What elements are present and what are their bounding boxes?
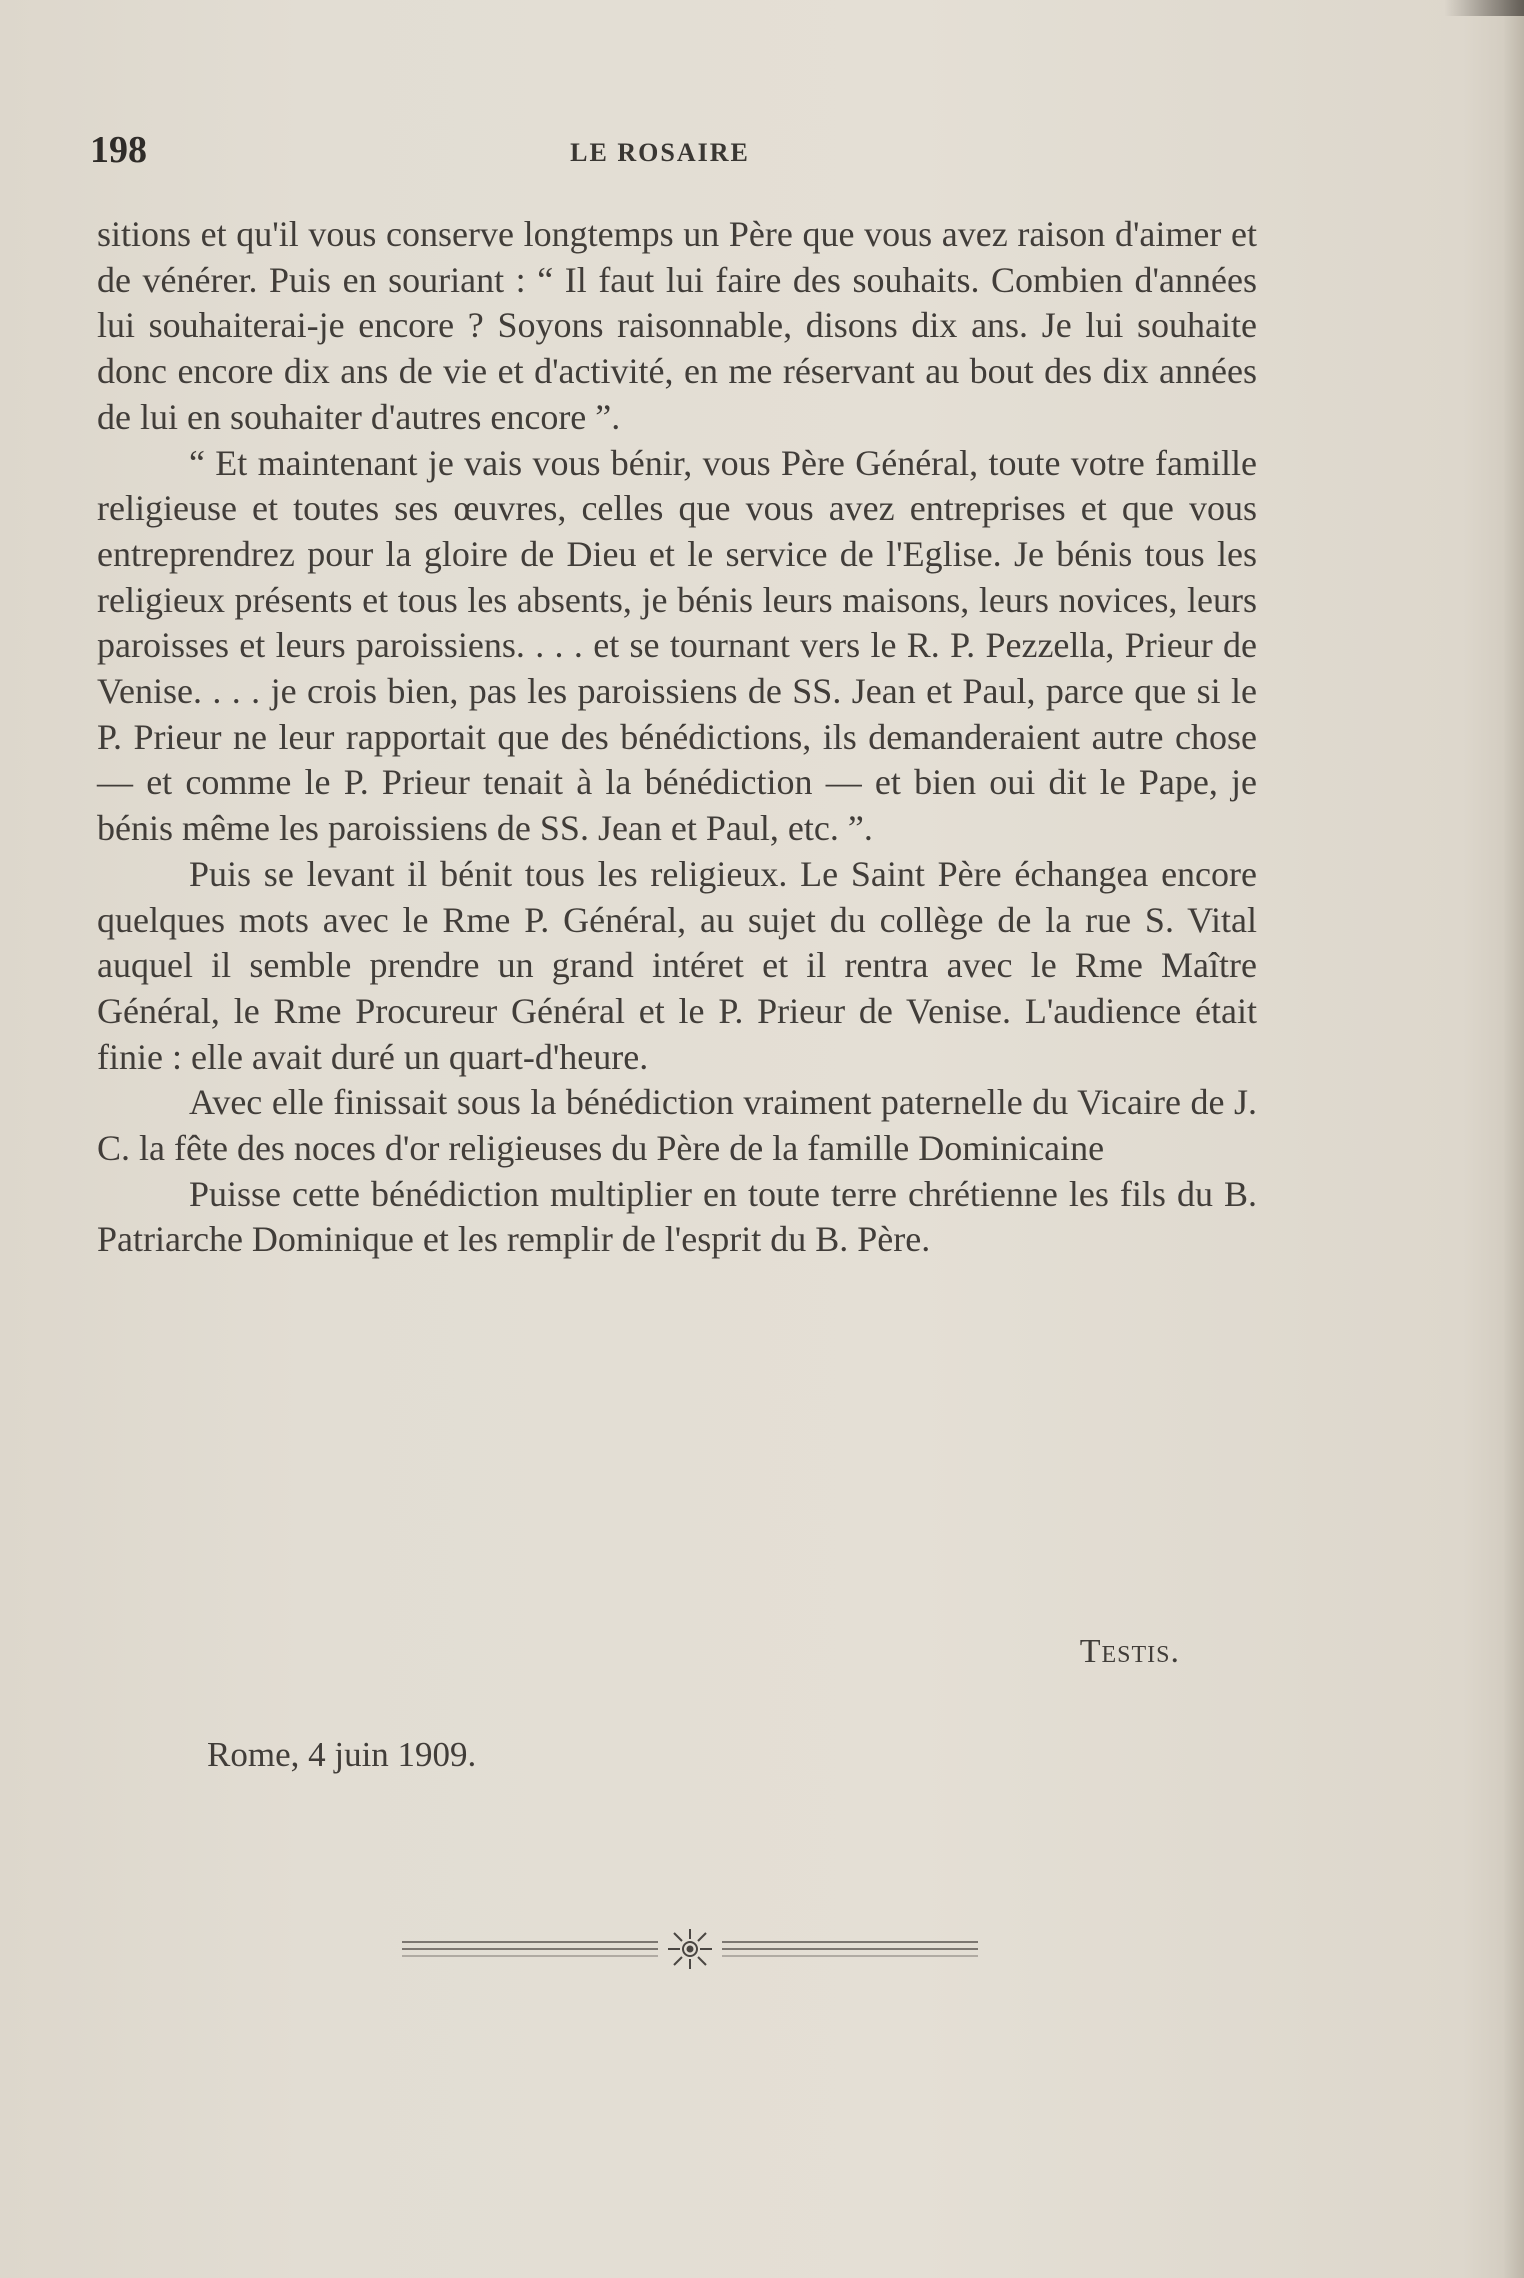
paragraph-5: Puisse cette bénédiction multiplier en toute terre chrétienne les fils du B. Patriarche Dominique et les remplir de l'esprit du B. Père.: [97, 1173, 1257, 1260]
running-title: LE ROSAIRE: [570, 138, 750, 167]
page-edge: [1504, 0, 1524, 2278]
paragraph-1: sitions et qu'il vous conserve longtemps un Père que vous avez raison d'aimer et de vénérer. Puis en souriant : “ Il faut lui faire des souhaits. Combien d'années lui souhaiterai-je encore ? Soyons raisonnable, disons dix ans. Je lui souhaite donc encore dix ans de vie et d'activité, en me réservant au bout des dix années de lui en souhaiter d'autres encore ”.: [97, 214, 1257, 437]
ornament-divider-icon: [400, 1918, 980, 1978]
page-edge-shadow: [1444, 0, 1524, 16]
paragraph-3: Puis se levant il bénit tous les religieux. Le Saint Père échangea encore quelques mots avec le Rme P. Général, au sujet du collège de la rue S. Vital auquel il semble prendre un grand intéret et il rentra avec le Rme Maître Général, le Rme Procureur Général et le P. Prieur de Venise. L'audience était finie : elle avait duré un quart-d'heure.: [97, 853, 1257, 1077]
paragraph-4: Avec elle finissait sous la bénédiction vraiment paternelle du Vicaire de J. C. la fête des noces d'or religieuses du Père de la famille Dominicaine: [97, 1082, 1257, 1169]
body-text: [97, 212, 1257, 1263]
dateline: Rome, 4 juin 1909.: [207, 1735, 477, 1774]
page-number: 198: [90, 129, 147, 171]
signature: Testis.: [1079, 1633, 1180, 1670]
paragraph-2: “ Et maintenant je vais vous bénir, vous Père Général, toute votre famille religieuse et toutes ses œuvres, celles que vous avez entreprises et que vous entreprendrez pour la gloire de Dieu et le service de l'Eglise. Je bénis tous les religieux présents et tous les absents, je bénis leurs maisons, leurs novices, leurs paroisses et leurs paroissiens. . . . et se tournant vers le R. P. Pezzella, Prieur de Venise. . . . je crois bien, pas les paroissiens de SS. Jean et Paul, parce que si le P. Prieur ne leur rapportait que des bénédictions, ils demanderaient autre chose — et comme le P. Prieur tenait à la bénédiction — et bien oui dit le Pape, je bénis même les paroissiens de SS. Jean et Paul, etc. ”.: [97, 442, 1257, 849]
